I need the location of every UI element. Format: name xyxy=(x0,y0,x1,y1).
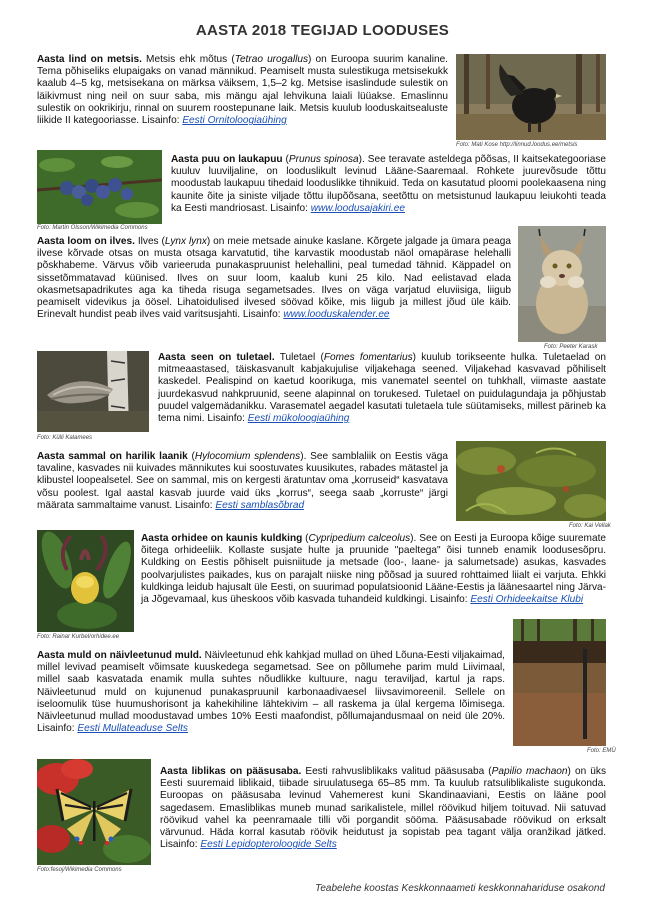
photo-caption: Foto: Peeter Karask xyxy=(544,344,598,350)
section-soil xyxy=(37,650,505,735)
more-info-link[interactable]: www.loodusajakiri.ee xyxy=(310,202,405,214)
photo-caption: Foto: Külli Kalamees xyxy=(37,435,93,441)
ladys-slipper-photo xyxy=(37,530,134,632)
capercaillie-photo xyxy=(456,54,606,140)
section-text: ) on Euroopa suurim kanaline. Tema põhiseliks elupaigaks on vanad männikud. Peamiselt musta sulestikuga metsisekukk kaalub 4–5 kg, metsisekana on märksa väiksem, 1,5–2 kg. Metsise isaslindude sulestik on läikivmust ning neil on suur saba, mis mängu ajal lehvikuna laiali lüüakse. Emaslinnu sulestik on ookrikirju, rinnal on suurem roostepunane laik. Metsis kuulub looduskaitsealuste liikide II kategooriasse. Lisainfo: xyxy=(37,54,448,127)
latin-name: Hylocomium splendens xyxy=(194,451,301,462)
section-text: ) on meie metsade ainuke kaslane. Kõrgete jalgade ja ümara peaga ilvese kõrvade otsas on musta otsaga karvatutid, tihe karvastik moodustab näol omapärase helehalli põskhabeme. Värvus võib varieeruda punakaspruunist helehallini, peal tumedad tähnid. Käppadel on sissetõmmatavad küünised. Ilves on suur loom, kaalub kuni 25 kilo. Nad eelistavad elada okasmetsapadrikutes aga ka tiheda risuga segametsades. Ilves on väga varjatud eluviisiga, liigub peamiselt videvikus ja öösel. Lihatoidulised ilvesed söövad kõike, mis liigub ja millest jõud üle käib. Erinevalt hundist peab ilves vaid varitsusjahti. Lisainfo: xyxy=(37,236,511,321)
section-fungus xyxy=(158,352,606,425)
section-text: ) on üks Eesti suuremaid liblikaid, tiibade siruulatusega 65–85 mm. Ta kuulub ratsuliblikaliste sugukonda. Euroopas on pääsusaba levinud Vahemerest kuni Skandinaaviani, Eestis on lääne pool sagedasem. Emasliblikas muneb munad sarikalistele, millel röövikud hiljem toituvad. Nii satuvad röövikud vahel ka peenramaale tilli või porgandit sööma. Pääsusabade röövikud on erksalt värvunud. Häda korral kasutab röövik heidutust ja sopistab pea tagant välja oranžikad jätked. Lisainfo: xyxy=(160,766,606,851)
section-text: ). See teravate asteldega põõsas, II kaitsekategooriase kuuluv luuviljaline, on looduslikult levinud Lääne-Saaremaal. Rohkete juurevõsude tõttu moodustab laukapuu tihedaid looduslikke tihnikuid. Teda on kasutatud ploomi poolekaasena ning kaunite õite ja siniste viljade tõttu ilupõõsana, seetõttu on metsistunud laukapuu leiukohti teada ka Eesti mandriosast. Lisainfo: xyxy=(171,154,607,214)
section-text: ( xyxy=(282,154,289,165)
photo-caption: Foto: Kai Vellak xyxy=(569,523,611,529)
section-text: Näivleetunud ehk kahkjad mullad on ühed Lõuna-Eesti viljakaimad, millel levivad peamiselt võimsate kuuskedega segametsad. See on põllumehe parim muld Liivimaal, millel saab kasvatada enamik mulla suhtes nõudlikke kultuure, nagu teraviljad, kartul ja raps. Näivleetunud muld on kujunenud punakaspruunil karbonaadivaesel liivsavimoreenil. Sellele on iseloomulik tüse huumushorisont ja kahekihiline lähtekivim – all raskema ja ülal kergema lõimisega. Näivleetunud mullad moodustavad umbes 10% Eesti maafondist, põllumajandusmaal on neid üle 20%. Lisainfo: xyxy=(37,650,505,735)
section-text: Metsis ehk mõtus ( xyxy=(141,54,235,65)
section-heading: Aasta muld on näivleetunud muld. xyxy=(37,650,202,661)
section-heading: Aasta lind on metsis. xyxy=(37,54,142,65)
more-info-link[interactable]: Eesti Orhideekaitse Klubi xyxy=(470,594,584,606)
section-text: ). See on Eesti ja Euroopa kõige suuremate õitega orhideeliik. Kollaste susjate hulte ja pruunide "paeltega" õisi tunneb enamik loodusesõpru. Kuldking on Eestis põhiselt puisniitude ja metsade (loo-, laane- ja salumetsade) asukas, kasvades poolvarjulistes paikades, kus on parajalt niiske ning põõsad ja suured rohttaimed liialt ei varjuta. Ehkki kuldkinga leidub hajusalt üle Eesti, on suurimad populatsioonid Lääne-Eestis ja läänesaartel ning Järva- ja Jõgevamaal, kus üheskoos võib kasvada tuhandeid kuldkingi. Lisainfo: xyxy=(141,533,606,606)
latin-name: Prunus spinosa xyxy=(288,154,359,165)
section-text: ( xyxy=(302,533,309,544)
moss-photo xyxy=(456,441,606,521)
more-info-link[interactable]: Eesti Mullateaduse Selts xyxy=(77,723,188,735)
latin-name: Cypripedium calceolus xyxy=(308,533,411,544)
photo-caption: Foto: EMÜ xyxy=(587,748,616,754)
more-info-link[interactable]: www.looduskalender.ee xyxy=(283,309,390,321)
page-title: AASTA 2018 TEGIJAD LOODUSES xyxy=(195,22,450,39)
more-info-link[interactable]: Eesti mükoloogiaühing xyxy=(247,413,350,425)
photo-caption: Foto: Mati Kose http://linnud.loodus.ee/metsis xyxy=(456,142,578,148)
section-text: ( xyxy=(187,451,195,462)
section-orchid xyxy=(141,533,606,606)
page-footer: Teabelehe koostas Keskkonnaameti keskkonnahariduse osakond xyxy=(315,883,605,894)
section-heading: Aasta orhidee on kaunis kuldking xyxy=(141,533,303,544)
section-heading: Aasta puu on laukapuu xyxy=(171,154,283,165)
more-info-link[interactable]: Eesti Lepidopteroloogide Selts xyxy=(200,839,337,851)
section-heading: Aasta loom on ilves. xyxy=(37,236,135,247)
photo-caption: Foto: Martin Olsson/Wikimedia Commons xyxy=(37,225,148,231)
photo-caption: Foto: Rainar Kurbel/orhidee.ee xyxy=(37,634,120,640)
section-heading: Aasta liblikas on pääsusaba. xyxy=(160,766,302,777)
latin-name: Lynx lynx xyxy=(164,236,207,247)
section-animal xyxy=(37,236,511,321)
section-bird xyxy=(37,54,448,127)
section-text: Tuletael ( xyxy=(274,352,324,363)
section-heading: Aasta seen on tuletael. xyxy=(158,352,275,363)
section-text: ) kuulub torikseente hulka. Tuletaelad on mitmeaastased, täiskasvanult kabjakujulise viljakehaga seened. Viljakehad kasvavad põhiliselt kaskedel. Pealispind on kaetud koorikuga, mis vanematel seentel on tuhkhall, viimaste aastate juurdekasvud nahkpruunid, seene alapinnal on torukesed. Tuletael on puidulagundaja ja põhjustab puudel valgemädanikku. Varasematel aegadel kasutati tuletaela tule süütamiseks, millest pärineb ka tema nimi. Lisainfo: xyxy=(158,352,606,425)
latin-name: Papilio machaon xyxy=(491,766,568,777)
section-text: Ilves ( xyxy=(134,236,165,247)
section-butterfly xyxy=(160,766,606,851)
latin-name: Tetrao urogallus xyxy=(234,54,309,65)
section-moss xyxy=(37,451,448,512)
more-info-link[interactable]: Eesti Ornitoloogiaühing xyxy=(182,115,287,127)
lynx-photo xyxy=(518,226,606,342)
latin-name: Fomes fomentarius xyxy=(323,352,413,363)
blackthorn-photo xyxy=(37,150,162,224)
swallowtail-photo xyxy=(37,759,151,865)
section-text: Eesti rahvusliblikaks valitud pääsusaba ( xyxy=(301,766,492,777)
section-tree xyxy=(171,154,606,215)
tinder-fungus-photo xyxy=(37,351,149,432)
section-text: ). See samblaliik on Eestis väga tavaline, kasvades nii kuivades männikutes kui soostuvates kuusikutes, rabades mätastel ja klibustel loopealsetel. See on sammal, mis on kergesti äratuntav oma „korruseid“ kasvatava võsu poolest. Igal aastal kasvab juurde vaid üks „korrus“, seega saab „korruste“ järgi määrata sammaltaime vanust. Lisainfo: xyxy=(37,451,448,511)
photo-caption: Foto:fesoj/Wikimedia Commons xyxy=(37,867,122,873)
section-heading: Aasta sammal on harilik laanik xyxy=(37,451,188,462)
more-info-link[interactable]: Eesti samblasõbrad xyxy=(215,499,305,511)
soil-profile-photo xyxy=(513,619,606,746)
